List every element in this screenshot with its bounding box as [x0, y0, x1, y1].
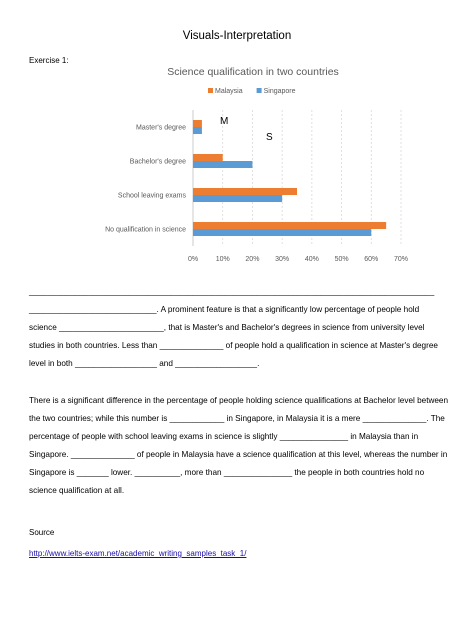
x-tick-label-1: 10% — [215, 256, 230, 263]
bar-0-1 — [193, 154, 223, 161]
x-tick-label-2: 20% — [245, 256, 260, 263]
bar-1-0 — [193, 127, 202, 134]
legend-label-0: Malaysia — [215, 88, 243, 95]
paragraph-1: _________________________________________________________________________________________ ____________________________. A prominent feature is that a significantly low percentage of people hold science _______________________, that is Master's and Bachelor's degrees in science from university level studies in both countries. Less than ______________ of people hold a qualification in science at Master's degree level in both __________________ and __________________. — [29, 287, 438, 368]
chart-title: Science qualification in two countries — [167, 66, 339, 78]
source-label: Source — [29, 528, 55, 537]
x-tick-label-6: 60% — [364, 256, 379, 263]
legend-label-1: Singapore — [263, 88, 296, 95]
y-category-label-2: School leaving exams — [117, 192, 186, 200]
page-title: Visuals-Interpretation — [182, 30, 292, 42]
legend-swatch-0 — [208, 88, 213, 93]
y-category-label-0: Master's degree — [136, 124, 186, 132]
source-link[interactable]: http://www.ielts-exam.net/academic_writing_samples_task_1/ — [29, 549, 247, 558]
y-category-label-3: No qualification in science — [105, 226, 186, 234]
bar-chart — [0, 0, 474, 280]
x-tick-label-4: 40% — [304, 256, 319, 263]
bar-0-2 — [193, 188, 297, 195]
paragraph-2: There is a significant difference in the percentage of people holding science qualifications at Bachelor level between the two countries; while this number is ____________ in Singapore, in Malaysia it is a mere ______________. The percentage of people with school leaving exams in science is slightly _______________ in Malaysia than in Singapore. ______________ of people in Malaysia have a science qualification at this level, whereas the number in Singapore is _______ lower. __________, more than _______________ the people in both countries hold no science qualification at all. — [29, 396, 449, 495]
bar-1-1 — [193, 161, 252, 168]
annotation-s: S — [266, 132, 273, 143]
annotation-m: M — [220, 116, 229, 127]
legend-swatch-1 — [257, 88, 262, 93]
x-tick-label-7: 70% — [393, 256, 409, 263]
bar-1-3 — [193, 229, 371, 236]
x-tick-label-3: 30% — [275, 256, 290, 263]
y-category-label-1: Bachelor's degree — [129, 158, 186, 166]
bar-0-0 — [193, 120, 202, 127]
bar-0-3 — [193, 222, 386, 229]
bar-1-2 — [193, 195, 282, 202]
exercise-label: Exercise 1: — [29, 56, 69, 65]
x-tick-label-5: 50% — [334, 256, 349, 263]
x-tick-label-0: 0% — [187, 256, 199, 263]
